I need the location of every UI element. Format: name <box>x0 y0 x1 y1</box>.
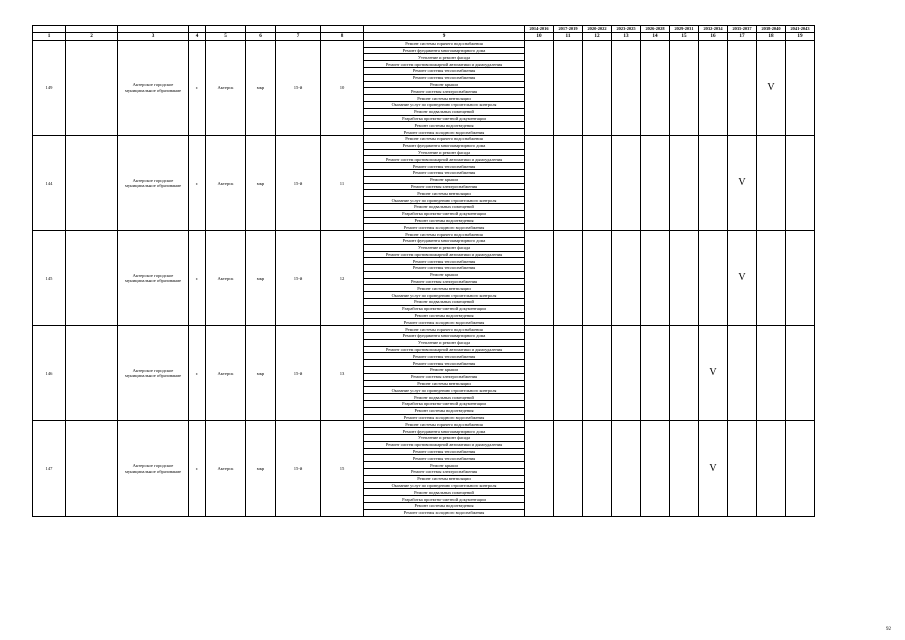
period-cell <box>554 421 583 516</box>
work-type: Ремонт системы теплоснабжения <box>364 258 525 265</box>
period-header: 2014-2016 <box>525 26 554 33</box>
period-header: 2029-2031 <box>670 26 699 33</box>
house-number: 13 <box>321 326 364 421</box>
work-type: Оказание услуг по проведению строительного контроля <box>364 482 525 489</box>
column-number: 1 <box>33 32 66 40</box>
settlement-type: г. <box>189 135 206 230</box>
empty-cell <box>66 421 118 516</box>
blank-header-cell <box>364 26 525 33</box>
period-cell <box>728 326 757 421</box>
period-cell <box>699 40 728 135</box>
period-cell <box>699 135 728 230</box>
work-type: Ремонт системы вентиляции <box>364 285 525 292</box>
work-type: Ремонт фундамента многоквартирного дома <box>364 428 525 435</box>
work-type: Ремонт системы теплоснабжения <box>364 169 525 176</box>
work-type: Ремонт системы теплоснабжения <box>364 163 525 170</box>
period-cell <box>670 135 699 230</box>
record-number: 147 <box>33 421 66 516</box>
locality-name: Актерск <box>206 40 246 135</box>
empty-cell <box>66 135 118 230</box>
blank-header-cell <box>276 26 321 33</box>
column-number: 4 <box>189 32 206 40</box>
record-number: 144 <box>33 135 66 230</box>
work-type: Утепление и ремонт фасада <box>364 435 525 442</box>
work-type: Ремонт системы электроснабжения <box>364 278 525 285</box>
work-type: Ремонт системы горячего водоснабжения <box>364 421 525 428</box>
work-type: Ремонт системы холодного водоснабжения <box>364 129 525 136</box>
period-cell <box>583 40 612 135</box>
work-type: Утепление и ремонт фасада <box>364 244 525 251</box>
municipality-name: Актерское городское муниципальное образование <box>118 326 189 421</box>
period-cell <box>670 326 699 421</box>
locality-name: Актерск <box>206 135 246 230</box>
work-type: Ремонт подвальных помещений <box>364 394 525 401</box>
column-number: 9 <box>364 32 525 40</box>
column-number: 6 <box>246 32 276 40</box>
period-cell <box>757 421 786 516</box>
work-type: Ремонт системы водоотведения <box>364 217 525 224</box>
work-type: Оказание услуг по проведению строительного контроля <box>364 101 525 108</box>
work-type: Ремонт крыши <box>364 271 525 278</box>
period-header: 2017-2019 <box>554 26 583 33</box>
street-type: мкр <box>246 326 276 421</box>
column-number: 19 <box>786 32 815 40</box>
work-type: Ремонт системы теплоснабжения <box>364 448 525 455</box>
period-header: 2041-2043 <box>786 26 815 33</box>
period-cell <box>757 231 786 326</box>
column-number: 17 <box>728 32 757 40</box>
table-row <box>33 326 815 333</box>
repair-schedule-table <box>32 25 815 517</box>
municipality-name: Актерское городское муниципальное образование <box>118 40 189 135</box>
column-number: 8 <box>321 32 364 40</box>
street-type: мкр <box>246 421 276 516</box>
work-type: Ремонт фундамента многоквартирного дома <box>364 237 525 244</box>
locality-name: Актерск <box>206 326 246 421</box>
period-cell <box>757 326 786 421</box>
period-cell <box>583 231 612 326</box>
period-cell <box>641 231 670 326</box>
work-type: Разработка проектно-сметной документации <box>364 115 525 122</box>
house-number: 15 <box>321 421 364 516</box>
locality-name: Актерск <box>206 231 246 326</box>
record-number: 145 <box>33 231 66 326</box>
period-cell <box>786 231 815 326</box>
work-type: Ремонт подвальных помещений <box>364 489 525 496</box>
period-cell <box>525 40 554 135</box>
work-type: Ремонт систем противопожарной автоматики и дымоудаления <box>364 61 525 68</box>
column-number: 13 <box>612 32 641 40</box>
work-type: Ремонт системы горячего водоснабжения <box>364 326 525 333</box>
work-type: Ремонт системы водоотведения <box>364 312 525 319</box>
blank-header-cell <box>246 26 276 33</box>
street-type: мкр <box>246 135 276 230</box>
period-cell <box>525 421 554 516</box>
work-type: Разработка проектно-сметной документации <box>364 401 525 408</box>
work-type: Ремонт системы холодного водоснабжения <box>364 414 525 421</box>
period-cell <box>641 421 670 516</box>
period-mark: V <box>757 40 786 135</box>
period-cell <box>612 231 641 326</box>
house-number: 10 <box>321 40 364 135</box>
work-type: Ремонт систем противопожарной автоматики и дымоудаления <box>364 346 525 353</box>
column-number: 14 <box>641 32 670 40</box>
period-cell <box>583 326 612 421</box>
period-cell <box>583 135 612 230</box>
work-type: Ремонт системы горячего водоснабжения <box>364 231 525 238</box>
table-body <box>33 26 815 517</box>
column-number: 2 <box>66 32 118 40</box>
page-number: 92 <box>886 627 891 632</box>
period-cell <box>583 421 612 516</box>
settlement-type: г. <box>189 231 206 326</box>
period-cell <box>728 40 757 135</box>
blank-header-cell <box>33 26 66 33</box>
work-type: Ремонт системы электроснабжения <box>364 88 525 95</box>
street-type: мкр <box>246 231 276 326</box>
column-number: 3 <box>118 32 189 40</box>
work-type: Ремонт фундамента многоквартирного дома <box>364 142 525 149</box>
period-cell <box>525 231 554 326</box>
period-cell <box>757 135 786 230</box>
column-number: 15 <box>670 32 699 40</box>
period-header: 2035-2037 <box>728 26 757 33</box>
locality-name: Актерск <box>206 421 246 516</box>
work-type: Ремонт системы теплоснабжения <box>364 353 525 360</box>
work-type: Ремонт крыши <box>364 176 525 183</box>
settlement-type: г. <box>189 421 206 516</box>
work-type: Оказание услуг по проведению строительного контроля <box>364 387 525 394</box>
period-cell <box>554 326 583 421</box>
period-header: 2023-2025 <box>612 26 641 33</box>
table-row <box>33 231 815 238</box>
period-cell <box>670 421 699 516</box>
municipality-name: Актерское городское муниципальное образование <box>118 421 189 516</box>
period-header: 2038-2040 <box>757 26 786 33</box>
work-type: Ремонт системы теплоснабжения <box>364 74 525 81</box>
record-number: 149 <box>33 40 66 135</box>
period-cell <box>786 326 815 421</box>
work-type: Ремонт системы электроснабжения <box>364 373 525 380</box>
period-cell <box>786 135 815 230</box>
work-type: Ремонт системы теплоснабжения <box>364 67 525 74</box>
work-type: Ремонт системы теплоснабжения <box>364 360 525 367</box>
work-type: Ремонт системы вентиляции <box>364 380 525 387</box>
period-cell <box>728 421 757 516</box>
empty-cell <box>66 40 118 135</box>
work-type: Ремонт системы холодного водоснабжения <box>364 509 525 516</box>
street-name: 15-й <box>276 40 321 135</box>
work-type: Ремонт подвальных помещений <box>364 299 525 306</box>
street-name: 15-й <box>276 326 321 421</box>
column-number-row <box>33 32 815 40</box>
period-cell <box>525 135 554 230</box>
table-row <box>33 40 815 47</box>
work-type: Ремонт крыши <box>364 367 525 374</box>
work-type: Оказание услуг по проведению строительного контроля <box>364 197 525 204</box>
work-type: Ремонт системы теплоснабжения <box>364 265 525 272</box>
work-type: Ремонт фундамента многоквартирного дома <box>364 47 525 54</box>
street-name: 15-й <box>276 231 321 326</box>
work-type: Утепление и ремонт фасада <box>364 54 525 61</box>
work-type: Ремонт системы водоотведения <box>364 502 525 509</box>
work-type: Утепление и ремонт фасада <box>364 339 525 346</box>
period-header: 2032-2034 <box>699 26 728 33</box>
table-row <box>33 421 815 428</box>
blank-header-cell <box>66 26 118 33</box>
period-cell <box>699 231 728 326</box>
column-number: 7 <box>276 32 321 40</box>
work-type: Ремонт системы вентиляции <box>364 190 525 197</box>
column-number: 12 <box>583 32 612 40</box>
empty-cell <box>66 231 118 326</box>
period-cell <box>641 40 670 135</box>
period-cell <box>641 135 670 230</box>
work-type: Ремонт системы горячего водоснабжения <box>364 135 525 142</box>
municipality-name: Актерское городское муниципальное образование <box>118 135 189 230</box>
work-type: Ремонт подвальных помещений <box>364 203 525 210</box>
municipality-name: Актерское городское муниципальное образование <box>118 231 189 326</box>
period-cell <box>612 135 641 230</box>
period-cell <box>554 135 583 230</box>
period-cell <box>786 421 815 516</box>
period-cell <box>786 40 815 135</box>
work-type: Ремонт системы электроснабжения <box>364 183 525 190</box>
blank-header-cell <box>189 26 206 33</box>
period-header: 2026-2028 <box>641 26 670 33</box>
work-type: Ремонт систем противопожарной автоматики и дымоудаления <box>364 251 525 258</box>
work-type: Разработка проектно-сметной документации <box>364 305 525 312</box>
street-name: 15-й <box>276 135 321 230</box>
column-number: 5 <box>206 32 246 40</box>
period-cell <box>525 326 554 421</box>
period-cell <box>554 40 583 135</box>
house-number: 12 <box>321 231 364 326</box>
work-type: Разработка проектно-сметной документации <box>364 210 525 217</box>
blank-header-cell <box>206 26 246 33</box>
work-type: Ремонт подвальных помещений <box>364 108 525 115</box>
work-type: Утепление и ремонт фасада <box>364 149 525 156</box>
street-name: 15-й <box>276 421 321 516</box>
street-type: мкр <box>246 40 276 135</box>
period-cell <box>554 231 583 326</box>
period-mark: V <box>728 231 757 326</box>
work-type: Ремонт системы вентиляции <box>364 475 525 482</box>
column-number: 11 <box>554 32 583 40</box>
work-type: Ремонт систем противопожарной автоматики и дымоудаления <box>364 441 525 448</box>
blank-header-cell <box>321 26 364 33</box>
work-type: Ремонт системы водоотведения <box>364 407 525 414</box>
settlement-type: г. <box>189 326 206 421</box>
work-type: Ремонт системы горячего водоснабжения <box>364 40 525 47</box>
period-cell <box>670 231 699 326</box>
work-type: Ремонт системы электроснабжения <box>364 469 525 476</box>
work-type: Оказание услуг по проведению строительного контроля <box>364 292 525 299</box>
work-type: Разработка проектно-сметной документации <box>364 496 525 503</box>
period-cell <box>612 421 641 516</box>
blank-header-cell <box>118 26 189 33</box>
column-number: 18 <box>757 32 786 40</box>
work-type: Ремонт системы теплоснабжения <box>364 455 525 462</box>
period-cell <box>641 326 670 421</box>
work-type: Ремонт системы холодного водоснабжения <box>364 224 525 231</box>
column-number: 16 <box>699 32 728 40</box>
period-cell <box>612 326 641 421</box>
house-number: 11 <box>321 135 364 230</box>
period-mark: V <box>699 421 728 516</box>
empty-cell <box>66 326 118 421</box>
period-header-row <box>33 26 815 33</box>
period-mark: V <box>728 135 757 230</box>
record-number: 146 <box>33 326 66 421</box>
work-type: Ремонт крыши <box>364 81 525 88</box>
period-mark: V <box>699 326 728 421</box>
work-type: Ремонт системы холодного водоснабжения <box>364 319 525 326</box>
work-type: Ремонт системы вентиляции <box>364 95 525 102</box>
work-type: Ремонт систем противопожарной автоматики и дымоудаления <box>364 156 525 163</box>
table-row <box>33 135 815 142</box>
period-cell <box>612 40 641 135</box>
column-number: 10 <box>525 32 554 40</box>
period-cell <box>670 40 699 135</box>
work-type: Ремонт крыши <box>364 462 525 469</box>
work-type: Ремонт фундамента многоквартирного дома <box>364 333 525 340</box>
settlement-type: г. <box>189 40 206 135</box>
period-header: 2020-2022 <box>583 26 612 33</box>
work-type: Ремонт системы водоотведения <box>364 122 525 129</box>
